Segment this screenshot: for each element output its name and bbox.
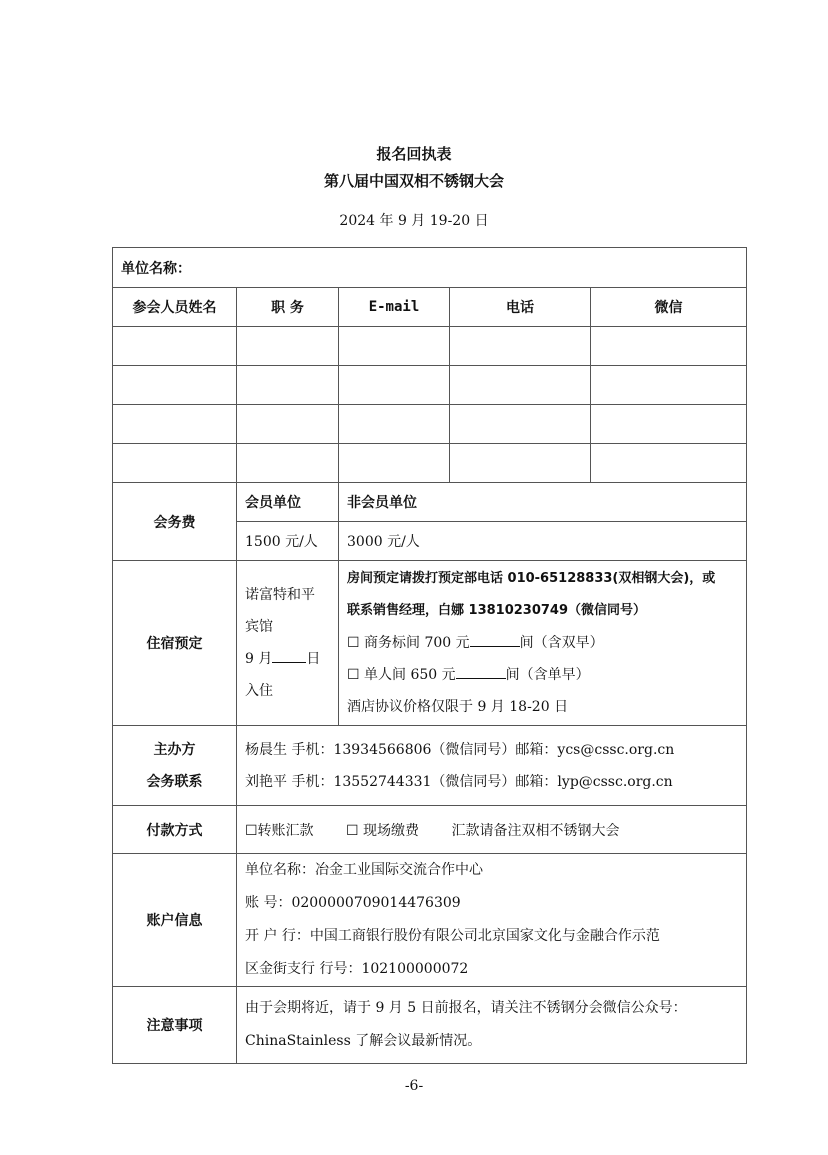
- checkin-day-blank[interactable]: [272, 648, 306, 663]
- attendee-phone-field[interactable]: [450, 444, 591, 483]
- notes-row: [113, 987, 747, 1064]
- form-title: 报名回执表: [376, 145, 452, 163]
- contact-liu: 刘艳平 手机：13552744331（微信同号）邮箱：lyp@cssc.org.cn: [245, 773, 673, 790]
- fee-label: 会务费: [113, 483, 237, 561]
- registration-form-table: [112, 247, 747, 1064]
- twin-room-checkbox[interactable]: ☐: [347, 635, 360, 651]
- hotel-price-note: 酒店协议价格仅限于 9 月 18-20 日: [347, 699, 569, 715]
- attendee-phone-field[interactable]: [450, 405, 591, 444]
- attendee-email-field[interactable]: [339, 444, 450, 483]
- attendee-phone-field[interactable]: [450, 366, 591, 405]
- twin-room-text: 商务标间 700 元: [364, 635, 470, 651]
- hotel-cell: [237, 561, 339, 726]
- organizer-label: 主办方: [153, 741, 196, 758]
- attendee-name-field[interactable]: [113, 366, 237, 405]
- checkin-label: 入住: [245, 683, 273, 699]
- transfer-remark: 汇款请备注双相不锈钢大会: [451, 822, 620, 839]
- notes-line2: ChinaStainless 了解会议最新情况。: [245, 1033, 482, 1049]
- nonmember-price: 3000 元/人: [339, 522, 747, 561]
- single-room-checkbox[interactable]: ☐: [347, 667, 360, 683]
- notes-label: 注意事项: [113, 987, 237, 1064]
- header-phone: 电话: [450, 288, 591, 327]
- account-bank-branch: 区金街支行 行号：102100000072: [245, 961, 469, 977]
- account-bank: 开 户 行：中国工商银行股份有限公司北京国家文化与金融合作示范: [245, 928, 660, 944]
- checkin-date-line: [245, 643, 330, 675]
- attendee-phone-field[interactable]: [450, 327, 591, 366]
- twin-room-suffix: 间（含双早）: [519, 635, 604, 651]
- booking-manager-line: 联系销售经理，白娜 13810230749（微信同号）: [347, 603, 647, 618]
- bank-transfer-option[interactable]: ☐转账汇款: [245, 822, 314, 839]
- room-option-single: [347, 659, 738, 691]
- attendee-row: [113, 366, 747, 405]
- attendee-wechat-field[interactable]: [591, 366, 747, 405]
- notes-line1: 由于会期将近，请于 9 月 5 日前报名，请关注不锈钢分会微信公众号：: [245, 1000, 687, 1016]
- payment-row: [113, 806, 747, 854]
- header-attendee-name: 参会人员姓名: [113, 288, 237, 327]
- attendee-name-field[interactable]: [113, 405, 237, 444]
- organizer-label-cell: [113, 726, 237, 806]
- page-number: -6-: [404, 1078, 424, 1094]
- attendee-wechat-field[interactable]: [591, 444, 747, 483]
- header-email: E-mail: [339, 288, 450, 327]
- attendee-row: [113, 405, 747, 444]
- unit-name-row: [113, 248, 747, 288]
- payment-options-cell: [237, 806, 747, 854]
- lodging-label: 住宿预定: [113, 561, 237, 726]
- payment-label: 付款方式: [113, 806, 237, 854]
- attendee-name-field[interactable]: [113, 444, 237, 483]
- room-option-twin: [347, 627, 738, 659]
- member-unit-label: 会员单位: [237, 483, 339, 522]
- attendee-row: [113, 444, 747, 483]
- attendee-header-row: [113, 288, 747, 327]
- attendee-email-field[interactable]: [339, 405, 450, 444]
- attendee-wechat-field[interactable]: [591, 405, 747, 444]
- organizer-row: [113, 726, 747, 806]
- attendee-email-field[interactable]: [339, 327, 450, 366]
- attendee-name-field[interactable]: [113, 327, 237, 366]
- notes-cell: [237, 987, 747, 1064]
- lodging-row: [113, 561, 747, 726]
- attendee-row: [113, 327, 747, 366]
- member-price: 1500 元/人: [237, 522, 339, 561]
- fee-row: [113, 483, 747, 522]
- header-wechat: 微信: [591, 288, 747, 327]
- account-row: [113, 854, 747, 987]
- attendee-position-field[interactable]: [237, 366, 339, 405]
- attendee-position-field[interactable]: [237, 405, 339, 444]
- attendee-position-field[interactable]: [237, 327, 339, 366]
- conference-contact-label: 会务联系: [146, 773, 203, 790]
- header-position: 职 务: [237, 288, 339, 327]
- single-room-text: 单人间 650 元: [364, 667, 456, 683]
- contact-yang: 杨晨生 手机：13934566806（微信同号）邮箱：ycs@cssc.org.cn: [245, 741, 675, 758]
- conference-title: 第八届中国双相不锈钢大会: [323, 172, 504, 190]
- organizer-contacts-cell: [237, 726, 747, 806]
- hotel-name-line1: 诺富特和平: [245, 587, 315, 603]
- single-room-suffix: 间（含单早）: [505, 667, 590, 683]
- attendee-email-field[interactable]: [339, 366, 450, 405]
- unit-name-cell[interactable]: [113, 248, 747, 288]
- twin-room-count-blank[interactable]: [470, 632, 520, 647]
- unit-name-label: 单位名称：: [121, 260, 191, 277]
- attendee-position-field[interactable]: [237, 444, 339, 483]
- checkin-day-suffix: 日: [306, 651, 321, 667]
- account-label: 账户信息: [113, 854, 237, 987]
- checkin-month: 9 月: [245, 651, 273, 667]
- hotel-name-line2: 宾馆: [245, 619, 273, 635]
- attendee-wechat-field[interactable]: [591, 327, 747, 366]
- account-number: 账 号：0200000709014476309: [245, 895, 461, 911]
- single-room-count-blank[interactable]: [456, 664, 506, 679]
- onsite-payment-option[interactable]: ☐ 现场缴费: [346, 822, 420, 839]
- conference-date: 2024 年 9 月 19-20 日: [339, 213, 489, 229]
- account-info-cell: [237, 854, 747, 987]
- nonmember-unit-label: 非会员单位: [339, 483, 747, 522]
- booking-phone-line: 房间预定请拨打预定部电话 010-65128833(双相钢大会)，或: [347, 571, 716, 586]
- booking-cell: [339, 561, 747, 726]
- account-unit-name: 单位名称：冶金工业国际交流合作中心: [245, 862, 483, 878]
